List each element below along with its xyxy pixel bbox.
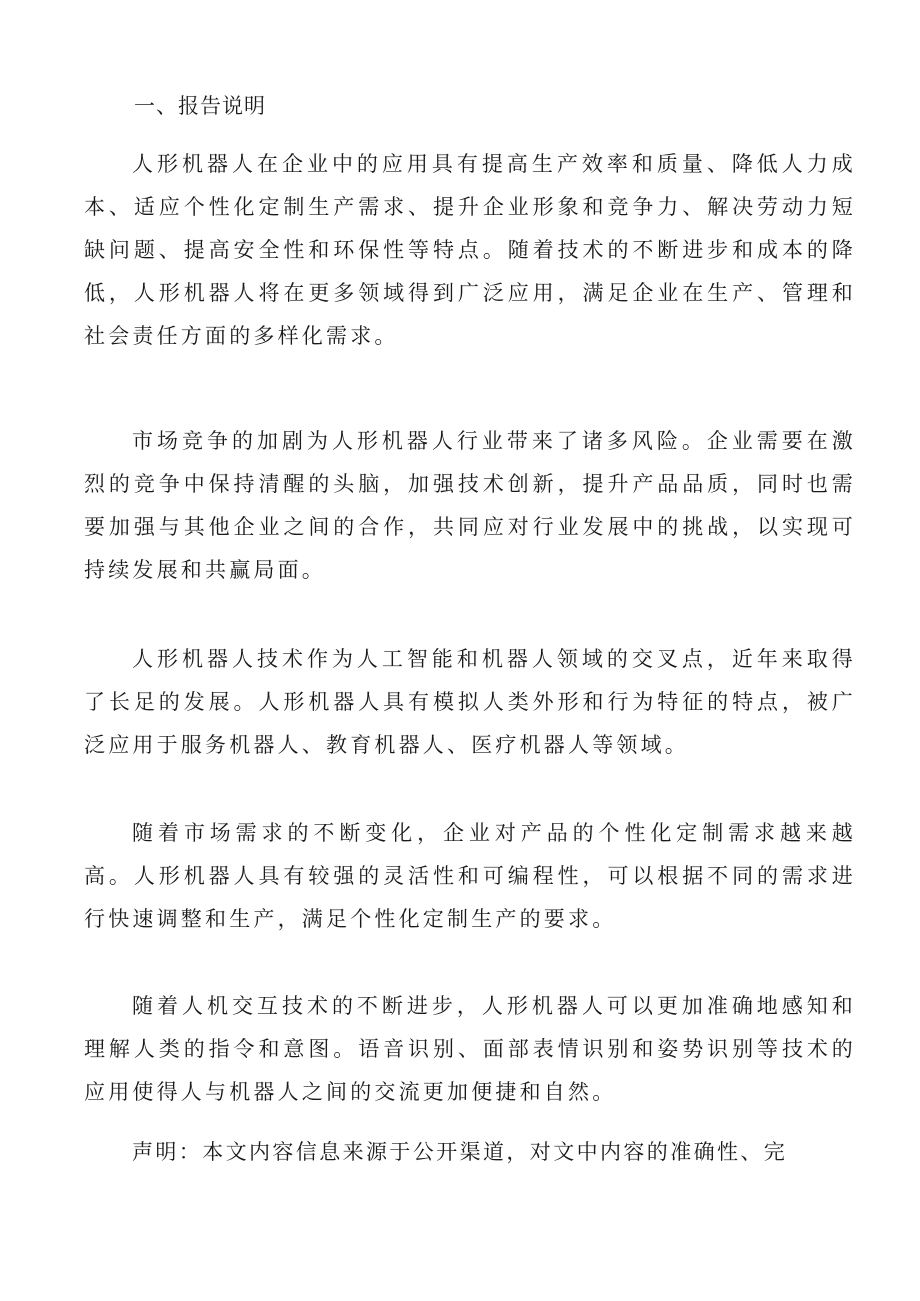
paragraph-technology-overview: 人形机器人技术作为人工智能和机器人领域的交叉点，近年来取得了长足的发展。人形机器人具有模拟人类外形和行为特征的特点，被广泛应用于服务机器人、教育机器人、医疗机器人等领域。 <box>84 647 856 757</box>
disclaimer-text: 声明：本文内容信息来源于公开渠道，对文中内容的准确性、完 <box>132 1140 788 1164</box>
paragraph-customization-demand: 随着市场需求的不断变化，企业对产品的个性化定制需求越来越高。人形机器人具有较强的灵活性和可编程性，可以根据不同的需求进行快速调整和生产，满足个性化定制生产的要求。 <box>84 821 856 931</box>
paragraph-human-machine-interaction: 随着人机交互技术的不断进步，人形机器人可以更加准确地感知和理解人类的指令和意图。语音识别、面部表情识别和姿势识别等技术的应用使得人与机器人之间的交流更加便捷和自然。 <box>84 994 856 1104</box>
section-heading: 一、报告说明 <box>134 94 266 118</box>
paragraph-market-competition: 市场竞争的加剧为人形机器人行业带来了诸多风险。企业需要在激烈的竞争中保持清醒的头脑，加强技术创新，提升产品品质，同时也需要加强与其他企业之间的合作，共同应对行业发展中的挑战，以实现可持续发展和共赢局面。 <box>84 429 856 582</box>
paragraph-application-features: 人形机器人在企业中的应用具有提高生产效率和质量、降低人力成本、适应个性化定制生产需求、提升企业形象和竞争力、解决劳动力短缺问题、提高安全性和环保性等特点。随着技术的不断进步和成本的降低，人形机器人将在更多领域得到广泛应用，满足企业在生产、管理和社会责任方面的多样化需求。 <box>84 152 856 348</box>
